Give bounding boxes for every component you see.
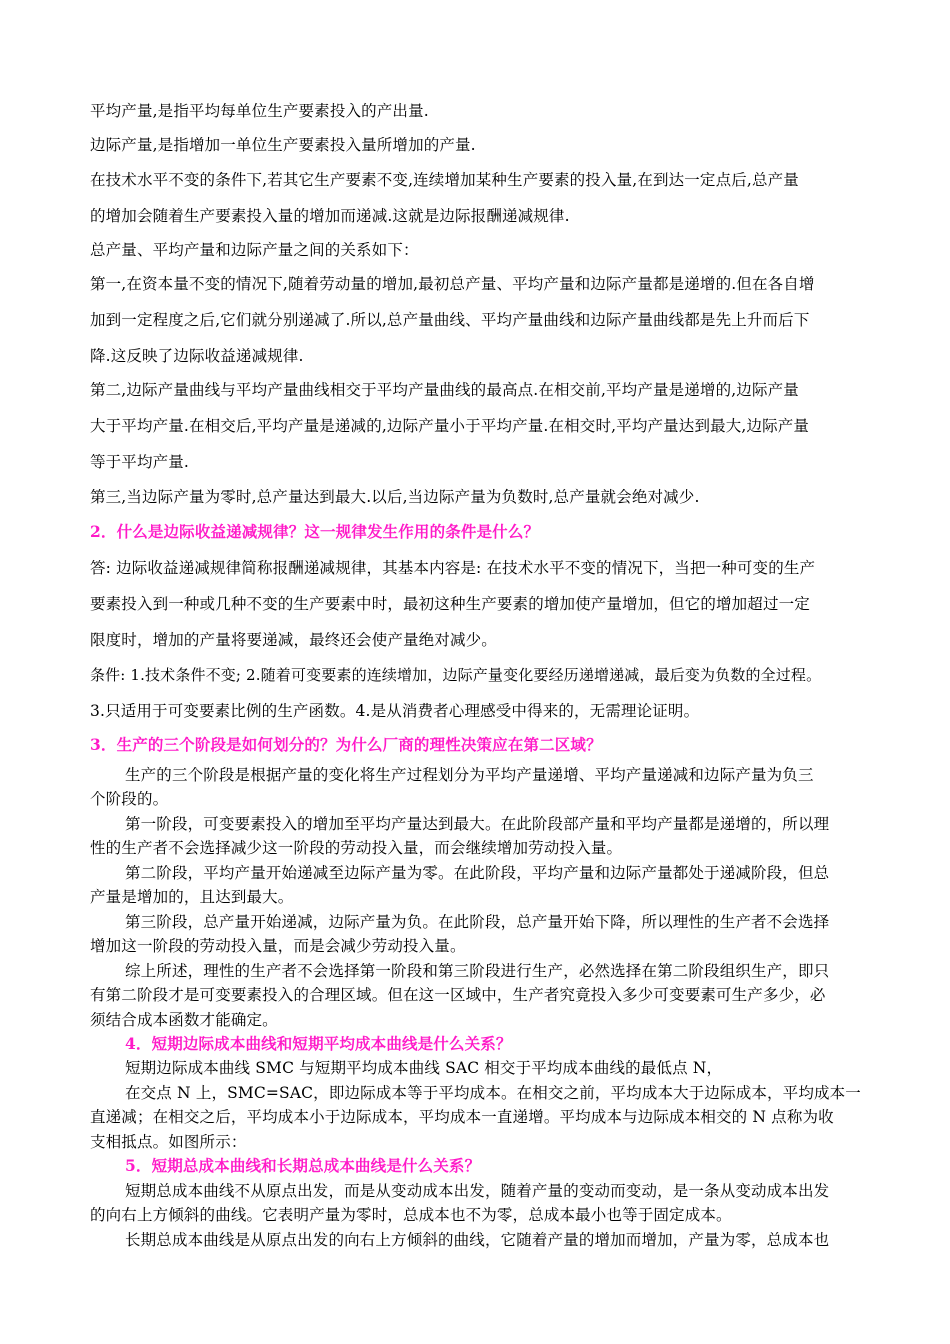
text-line: 总产量、平均产量和边际产量之间的关系如下： [90,241,419,259]
text-line: 加到一定程度之后,它们就分别递减了.所以,总产量曲线、平均产量曲线和边际产量曲线都是先上升而后下 [90,311,810,329]
text-line: 等于平均产量. [90,453,189,471]
text-line: 个阶段的。 [90,790,169,808]
text-line: 生产的三个阶段是根据产量的变化将生产过程划分为平均产量递增、平均产量递减和边际产量为负三 [125,766,814,784]
text-line: 直递减；在相交之后，平均成本小于边际成本，平均成本一直递增。平均成本与边际成本相交的 N 点称为收 [90,1108,834,1126]
text-line: 性的生产者不会选择减少这一阶段的劳动投入量，而会继续增加劳动投入量。 [90,839,623,857]
text-line: 产量是增加的，且达到最大。 [90,888,294,906]
text-line: 须结合成本函数才能确定。 [90,1011,278,1029]
text-line: 的增加会随着生产要素投入量的增加而递减.这就是边际报酬递减规律. [90,207,570,225]
text-line: 的向右上方倾斜的曲线。它表明产量为零时，总成本也不为零，总成本最小也等于固定成本。 [90,1206,732,1224]
question-4-heading: 4．短期边际成本曲线和短期平均成本曲线是什么关系？ [125,1034,512,1053]
text-line: 限度时，增加的产量将要递减，最终还会使产量绝对减少。 [90,631,497,649]
text-line: 要素投入到一种或几种不变的生产要素中时，最初这种生产要素的增加使产量增加，但它的增加超过一定 [90,595,810,613]
text-line: 支相抵点。如图所示： [90,1133,247,1151]
text-line: 增加这一阶段的劳动投入量，而是会减少劳动投入量。 [90,937,466,955]
text-line: 在交点 N 上，SMC=SAC，即边际成本等于平均成本。在相交之前，平均成本大于边际成本，平均成本一 [125,1084,861,1102]
question-5-heading: 5．短期总成本曲线和长期总成本曲线是什么关系？ [125,1156,481,1175]
text-line: 短期总成本曲线不从原点出发，而是从变动成本出发，随着产量的变动而变动，是一条从变动成本出发 [125,1182,830,1200]
text-line: 第一,在资本量不变的情况下,随着劳动量的增加,最初总产量、平均产量和边际产量都是递增的.但在各自增 [90,275,815,293]
text-line: 降.这反映了边际收益递减规律. [90,347,304,365]
text-line: 有第二阶段才是可变要素投入的合理区域。但在这一区域中，生产者究竟投入多少可变要素可生产多少，必 [90,986,826,1004]
text-line: 边际产量,是指增加一单位生产要素投入量所增加的产量. [90,136,476,154]
text-line: 综上所述，理性的生产者不会选择第一阶段和第三阶段进行生产，必然选择在第二阶段组织生产，即只 [125,962,830,980]
text-line: 答: 边际收益递减规律简称报酬递减规律，其基本内容是: 在技术水平不变的情况下，当把一种可变的生产 [90,559,816,577]
text-line: 平均产量,是指平均每单位生产要素投入的产出量. [90,102,429,120]
question-3-heading: 3．生产的三个阶段是如何划分的？为什么厂商的理性决策应在第二区域？ [90,735,602,754]
text-line: 第三阶段，总产量开始递减，边际产量为负。在此阶段，总产量开始下降，所以理性的生产者不会选择 [125,913,830,931]
question-2-heading: 2．什么是边际收益递减规律？这一规律发生作用的条件是什么？ [90,522,540,541]
text-line: 短期边际成本曲线 SMC 与短期平均成本曲线 SAC 相交于平均成本曲线的最低点 N， [125,1059,723,1077]
text-line: 条件: 1.技术条件不变; 2.随着可变要素的连续增加，边际产量变化要经历递增递减，最后变为负数的全过程。 [90,666,822,684]
text-line: 3.只适用于可变要素比例的生产函数。4.是从消费者心理感受中得来的，无需理论证明。 [90,702,700,720]
text-line: 长期总成本曲线是从原点出发的向右上方倾斜的曲线，它随着产量的增加而增加，产量为零，总成本也 [125,1231,830,1249]
text-line: 第二阶段，平均产量开始递减至边际产量为零。在此阶段，平均产量和边际产量都处于递减阶段，但总 [125,864,830,882]
text-line: 在技术水平不变的条件下,若其它生产要素不变,连续增加某种生产要素的投入量,在到达一定点后,总产量 [90,171,799,189]
text-line: 第三,当边际产量为零时,总产量达到最大.以后,当边际产量为负数时,总产量就会绝对减少. [90,488,700,506]
text-line: 大于平均产量.在相交后,平均产量是递减的,边际产量小于平均产量.在相交时,平均产量达到最大,边际产量 [90,417,810,435]
text-line: 第一阶段，可变要素投入的增加至平均产量达到最大。在此阶段部产量和平均产量都是递增的，所以理 [125,815,830,833]
text-line: 第二,边际产量曲线与平均产量曲线相交于平均产量曲线的最高点.在相交前,平均产量是递增的,边际产量 [90,381,799,399]
